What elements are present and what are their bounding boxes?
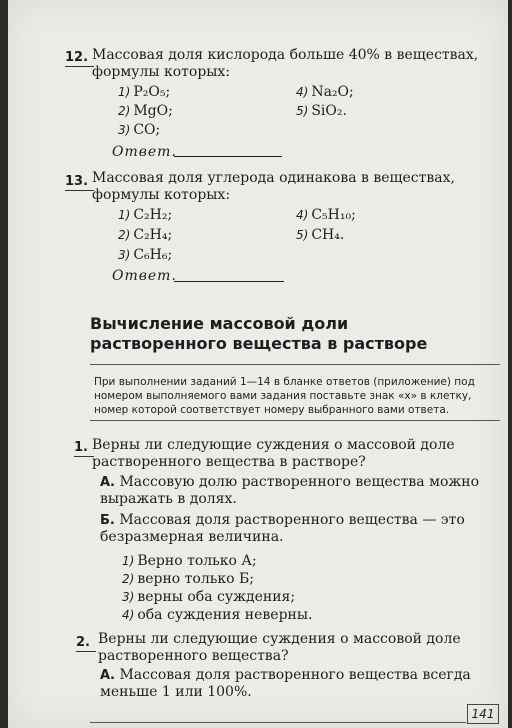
task-13-option-5: 5) CH₄.	[296, 227, 345, 243]
task-1-text: Верны ли следующие суждения о массовой доле растворенного вещества в растворе?	[92, 437, 455, 470]
task-13-option-3: 3) C₆H₆;	[118, 247, 173, 263]
task-12-option-2: 2) MgO;	[118, 103, 173, 119]
footer-line	[90, 722, 466, 723]
task-2-statement-a: А. Массовая доля растворенного вещества всегда меньше 1 или 100%.	[100, 667, 471, 700]
page-number: 141	[467, 704, 499, 724]
task-12-option-4: 4) Na₂O;	[296, 84, 354, 100]
task-2-text: Верны ли следующие суждения о массовой доле растворенного вещества?	[98, 631, 461, 664]
task-12-answer-label: Ответ.	[112, 144, 177, 160]
divider-bottom	[90, 420, 500, 421]
task-13-option-1: 1) C₂H₂;	[118, 207, 173, 223]
instruction-text: При выполнении заданий 1—14 в бланке ответов (приложение) под номером выполняемого вами задания поставьте знак «х» в клетку, номер которой соответствует номеру выбранного вами ответа.	[94, 376, 475, 416]
task-1-option-1: 1) Верно только А;	[122, 553, 257, 569]
section-title-line-2: растворенного вещества в растворе	[90, 334, 428, 353]
task-1-option-4: 4) оба суждения неверны.	[122, 607, 313, 623]
task-1-number: 1.	[74, 440, 88, 455]
task-1-option-3: 3) верны оба суждения;	[122, 589, 296, 605]
task-12-number: 12.	[65, 50, 89, 65]
task-2-number: 2.	[76, 635, 90, 650]
book-page	[8, 0, 508, 728]
section-title-line-1: Вычисление массовой доли	[90, 314, 349, 333]
task-12-option-3: 3) CO;	[118, 122, 161, 138]
task-1-option-2: 2) верно только Б;	[122, 571, 254, 587]
task-13-number: 13.	[65, 174, 89, 189]
task-12-answer-line[interactable]	[174, 156, 282, 157]
task-13-option-2: 2) C₂H₄;	[118, 227, 173, 243]
task-1-statement-a: А. Массовую долю растворенного вещества можно выражать в долях.	[100, 474, 480, 507]
task-12-option-1: 1) P₂O₅;	[118, 84, 171, 100]
task-1-statement-b: Б. Массовая доля растворенного вещества — это безразмерная величина.	[100, 512, 465, 545]
task-13-text: Массовая доля углерода одинакова в веществах, формулы которых:	[92, 170, 455, 203]
task-13-answer-line[interactable]	[174, 281, 284, 282]
task-12-text: Массовая доля кислорода больше 40% в веществах, формулы которых:	[92, 47, 479, 80]
task-13-answer-label: Ответ.	[112, 268, 177, 284]
task-12-option-5: 5) SiO₂.	[296, 103, 347, 119]
divider-top	[90, 364, 500, 365]
task-13-option-4: 4) C₅H₁₀;	[296, 207, 356, 223]
